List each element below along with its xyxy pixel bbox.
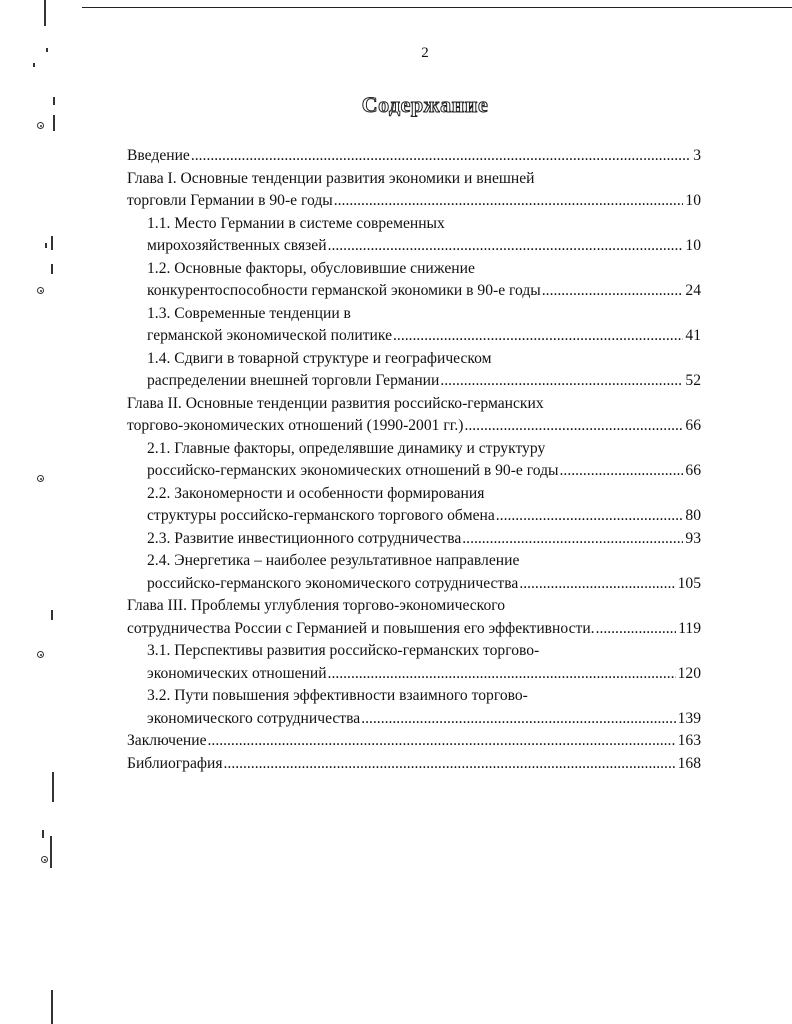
scan-mark <box>44 0 46 26</box>
toc-entry-text: Глава III. Проблемы углубления торгово-экономического <box>127 597 506 614</box>
toc-entry-text: Глава I. Основные тенденции развития экономики и внешней <box>127 169 535 187</box>
toc-entry-line <box>147 640 701 663</box>
toc-entry-text: распределении внешней торговли Германии <box>147 372 440 389</box>
scan-mark <box>51 990 53 1024</box>
punch-hole-icon <box>41 856 48 863</box>
scan-mark <box>33 63 35 67</box>
toc-entry-text: 1.4. Сдвиги в товарной структуре и географическом <box>147 349 492 367</box>
dot-leader <box>208 730 676 753</box>
toc-entry-last-line <box>127 190 701 213</box>
toc-entry <box>127 528 701 551</box>
toc-entry-text: 1.3. Современные тенденции в <box>147 304 351 322</box>
toc-entry-last-line <box>127 618 701 641</box>
table-of-contents <box>127 145 701 775</box>
toc-entry-last-line <box>147 573 701 596</box>
toc-entry-last-line <box>147 235 701 258</box>
toc-entry-line <box>127 168 701 191</box>
toc-page-number: 80 <box>685 507 701 524</box>
dot-leader <box>224 753 676 776</box>
toc-entry-last-line <box>147 708 701 731</box>
toc-entry-line <box>147 438 701 461</box>
toc-entry <box>127 348 701 393</box>
toc-entry-text: структуры российско-германского торгового обмена <box>147 507 495 524</box>
toc-page-number: 119 <box>678 619 701 637</box>
toc-entry-last-line <box>147 370 701 393</box>
toc-entry-line <box>147 348 701 371</box>
toc-page-number: 41 <box>685 327 701 344</box>
toc-page-number: 66 <box>685 417 701 434</box>
toc-entry-text: 2.4. Энергетика – наиболее результативное направление <box>147 552 520 569</box>
scan-mark <box>45 243 47 248</box>
dot-leader <box>361 708 675 731</box>
toc-entry-last-line <box>147 505 701 528</box>
toc-entry <box>127 258 701 303</box>
toc-entry-text: Заключение <box>127 732 207 749</box>
toc-entry-line <box>147 303 701 326</box>
toc-entry-text: мирохозяйственных связей <box>147 237 327 254</box>
toc-entry-text: сотрудничества России с Германией и повышения его эффективности. <box>127 619 595 637</box>
toc-entry-text: 1.2. Основные факторы, обусловившие снижение <box>147 259 475 277</box>
toc-page-number: 105 <box>677 574 701 592</box>
toc-entry <box>127 640 701 685</box>
top-border-line <box>82 7 792 8</box>
dot-leader <box>191 145 691 168</box>
toc-entry <box>127 753 701 776</box>
toc-page-number: 120 <box>677 664 701 682</box>
dot-leader <box>440 370 683 393</box>
dot-leader <box>519 573 675 596</box>
toc-entry-text: конкурентоспособности германской экономики в 90-е годы <box>147 282 541 299</box>
toc-entry <box>127 213 701 258</box>
toc-entry-text: 2.3. Развитие инвестиционного сотрудничества <box>147 529 462 547</box>
toc-entry-last-line <box>147 280 701 303</box>
toc-page-number: 139 <box>677 709 701 727</box>
toc-entry-text: экономического сотрудничества <box>147 709 361 727</box>
page-number: 2 <box>421 45 429 61</box>
toc-page-number: 168 <box>677 754 701 772</box>
toc-entry-last-line <box>127 753 701 776</box>
toc-entry-text: германской экономической политике <box>147 327 393 344</box>
toc-entry <box>127 685 701 730</box>
toc-entry-text: 2.2. Закономерности и особенности формирования <box>147 484 485 502</box>
toc-entry-line <box>147 258 701 281</box>
toc-entry-text: Глава II. Основные тенденции развития российско-германских <box>127 394 544 412</box>
dot-leader <box>462 528 683 551</box>
toc-entry-text: экономических отношений <box>147 664 327 682</box>
dot-leader <box>464 415 683 438</box>
toc-entry-line <box>147 685 701 708</box>
dot-leader <box>542 280 684 303</box>
scan-mark <box>50 836 52 868</box>
dot-leader <box>560 460 684 483</box>
scan-mark <box>51 610 53 620</box>
toc-entry-last-line <box>127 415 701 438</box>
toc-page-number: 66 <box>685 462 701 479</box>
toc-entry-text: 1.1. Место Германии в системе современных <box>147 214 445 232</box>
page-title: Содержание <box>361 92 489 117</box>
toc-entry-line <box>147 483 701 506</box>
toc-entry-text: 2.1. Главные факторы, определявшие динамику и структуру <box>147 439 546 457</box>
toc-entry-line <box>147 550 701 573</box>
toc-entry-text: Библиография <box>127 754 223 772</box>
dot-leader <box>328 235 684 258</box>
dot-leader <box>596 618 677 641</box>
dot-leader <box>328 663 676 686</box>
toc-entry-last-line <box>147 528 701 551</box>
toc-entry-text: 3.1. Перспективы развития российско-германских торгово- <box>147 642 540 659</box>
toc-entry <box>127 168 701 213</box>
toc-page-number: 10 <box>685 237 701 254</box>
toc-entry-text: торговли Германии в 90-е годы <box>127 192 333 209</box>
toc-entry <box>127 483 701 528</box>
toc-entry-last-line <box>147 325 701 348</box>
toc-entry-last-line <box>147 460 701 483</box>
toc-page-number: 24 <box>685 282 701 299</box>
toc-page-number: 10 <box>685 192 701 209</box>
toc-entry <box>127 730 701 753</box>
toc-entry-text: торгово-экономических отношений (1990-2001 гг.) <box>127 417 464 434</box>
toc-entry-text: российско-германских экономических отношений в 90-е годы <box>147 462 559 479</box>
toc-entry-text: Введение <box>127 147 190 164</box>
toc-entry-text: 3.2. Пути повышения эффективности взаимного торгово- <box>147 687 528 704</box>
punch-hole-icon <box>37 475 44 482</box>
toc-page-number: 163 <box>677 732 701 749</box>
toc-entry-line <box>147 213 701 236</box>
toc-page-number: 93 <box>685 529 701 547</box>
dot-leader <box>334 190 684 213</box>
dot-leader <box>393 325 683 348</box>
toc-entry <box>127 595 701 640</box>
punch-hole-icon <box>37 651 44 658</box>
scan-binding-edge <box>0 0 70 1024</box>
toc-entry-last-line <box>127 145 701 168</box>
toc-page-number: 52 <box>685 372 701 389</box>
toc-entry <box>127 303 701 348</box>
scan-mark <box>52 772 54 802</box>
scan-mark <box>51 236 53 250</box>
scan-mark <box>51 264 53 274</box>
toc-entry <box>127 438 701 483</box>
toc-entry-line <box>127 595 701 618</box>
punch-hole-icon <box>37 122 44 129</box>
toc-entry <box>127 393 701 438</box>
toc-entry-line <box>127 393 701 416</box>
punch-hole-icon <box>37 287 44 294</box>
toc-page-number: 3 <box>693 147 701 164</box>
toc-entry <box>127 550 701 595</box>
scan-mark <box>42 830 44 838</box>
toc-entry-last-line <box>147 663 701 686</box>
toc-entry <box>127 145 701 168</box>
dot-leader <box>496 505 684 528</box>
toc-entry-last-line <box>127 730 701 753</box>
toc-entry-text: российско-германского экономического сотрудничества <box>147 574 519 592</box>
